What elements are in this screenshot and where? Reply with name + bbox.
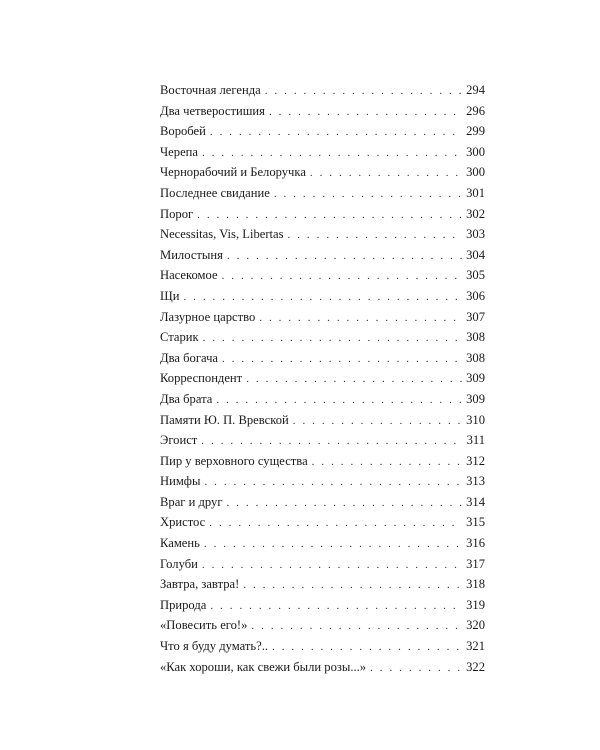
toc-entry-page-number: 318 [466,577,485,592]
toc-entry [160,595,485,616]
toc-dot-leader [202,555,462,576]
toc-dot-leader [222,349,462,370]
toc-entry-title: Милостыня [160,247,223,262]
toc-dot-leader [246,369,462,390]
toc-dot-leader [227,493,463,514]
toc-entry-page-number: 308 [466,330,485,345]
toc-entry [160,204,485,225]
toc-entry [160,162,485,183]
toc-entry [160,348,485,369]
toc-entry-page-number: 303 [466,227,485,242]
toc-dot-leader [288,225,463,246]
toc-entry-title: Necessitas, Vis, Libertas [160,227,284,242]
toc-entry [160,554,485,575]
toc-dot-leader [227,246,462,267]
toc-entry-page-number: 306 [466,288,485,303]
toc-entry-title: Чернорабочий и Белоручка [160,165,306,180]
toc-entry-title: Корреспондент [160,371,243,386]
toc-entry-title: Что я буду думать?.. [160,639,269,654]
toc-entry-page-number: 315 [466,515,485,530]
toc-entry-page-number: 307 [466,309,485,324]
toc-dot-leader [251,616,462,637]
toc-entry [160,265,485,286]
toc-dot-leader [197,205,462,226]
toc-entry-title: Эгоист [160,433,198,448]
toc-entry-title: Два богача [160,350,218,365]
toc-dot-leader [274,184,462,205]
toc-entry-title: Природа [160,597,207,612]
toc-entry-page-number: 308 [466,350,485,365]
toc-entry-title: Черепа [160,144,198,159]
toc-entry-title: Порог [160,206,194,221]
toc-entry-title: Камень [160,536,200,551]
toc-entry-page-number: 299 [466,124,485,139]
toc-dot-leader [272,637,462,658]
toc-entry-title: Пир у верховного существа [160,453,308,468]
toc-dot-leader [204,472,462,493]
toc-dot-leader [243,575,462,596]
toc-entry [160,471,485,492]
toc-entry-page-number: 316 [466,536,485,551]
toc-entry-page-number: 317 [466,556,485,571]
toc-dot-leader [201,431,462,452]
toc-entry-title: Лазурное царство [160,309,256,324]
toc-entry [160,492,485,513]
toc-dot-leader [203,328,462,349]
toc-entry [160,657,485,678]
toc-entry-title: «Повесить его!» [160,618,248,633]
toc-entry-page-number: 314 [466,494,485,509]
toc-entry [160,574,485,595]
toc-entry [160,142,485,163]
toc-dot-leader [259,308,462,329]
toc-entry [160,368,485,389]
toc-entry-title: Враг и друг [160,494,223,509]
toc-entry-title: Два четверостишия [160,103,265,118]
toc-dot-leader [222,266,463,287]
toc-entry-title: Щи [160,288,180,303]
toc-entry-title: Насекомое [160,268,218,283]
toc-entry [160,80,485,101]
toc-entry-page-number: 304 [466,247,485,262]
toc-entry [160,101,485,122]
toc-dot-leader [312,452,462,473]
toc-dot-leader [183,287,462,308]
toc-entry-page-number: 309 [466,391,485,406]
toc-entry-page-number: 301 [466,185,485,200]
toc-entry-page-number: 321 [466,639,485,654]
toc-entry [160,533,485,554]
toc-entry [160,512,485,533]
toc-entry-title: Старик [160,330,199,345]
toc-entry-title: Последнее свидание [160,185,270,200]
toc-entry-title: «Как хороши, как свежи были розы...» [160,659,367,674]
toc-entry-title: Воробей [160,124,206,139]
toc-dot-leader [265,81,462,102]
toc-entry-page-number: 300 [466,144,485,159]
toc-entry-page-number: 296 [466,103,485,118]
toc-dot-leader [269,102,462,123]
toc-entry [160,430,485,451]
toc-entry-page-number: 305 [466,268,485,283]
toc-entry [160,224,485,245]
toc-entry-page-number: 300 [466,165,485,180]
toc-entry [160,121,485,142]
toc-dot-leader [310,163,462,184]
toc-entry-page-number: 311 [466,433,485,448]
toc-entry-page-number: 309 [466,371,485,386]
toc-entry [160,307,485,328]
toc-entry [160,451,485,472]
toc-entry-title: Восточная легенда [160,83,261,97]
toc-entry [160,389,485,410]
toc-entry [160,286,485,307]
toc-entry-page-number: 310 [466,412,485,427]
toc-dot-leader [293,411,462,432]
toc-entry-title: Нимфы [160,474,201,489]
toc-entry-title: Голуби [160,556,198,571]
toc-entry [160,327,485,348]
toc-dot-leader [202,143,462,164]
toc-dot-leader [209,513,462,534]
toc-entry-page-number: 320 [466,618,485,633]
toc-dot-leader [210,122,462,143]
toc-entry-page-number: 294 [466,83,485,97]
toc-dot-leader [210,596,462,617]
toc-entry-page-number: 302 [466,206,485,221]
toc-entry-page-number: 312 [466,453,485,468]
toc-entry-page-number: 313 [466,474,485,489]
toc-entry-title: Два брата [160,391,213,406]
toc-entry-page-number: 319 [466,597,485,612]
toc-entry-title: Завтра, завтра! [160,577,240,592]
toc-entry-page-number: 322 [466,659,485,674]
toc-entry [160,615,485,636]
toc-entry-title: Памяти Ю. П. Вревской [160,412,289,427]
toc-dot-leader [370,658,462,679]
toc-entry [160,636,485,657]
toc-dot-leader [216,390,462,411]
toc-entry [160,410,485,431]
toc-entry-title: Христос [160,515,206,530]
table-of-contents [160,80,485,677]
toc-entry [160,183,485,204]
toc-dot-leader [204,534,462,555]
toc-entry [160,245,485,266]
